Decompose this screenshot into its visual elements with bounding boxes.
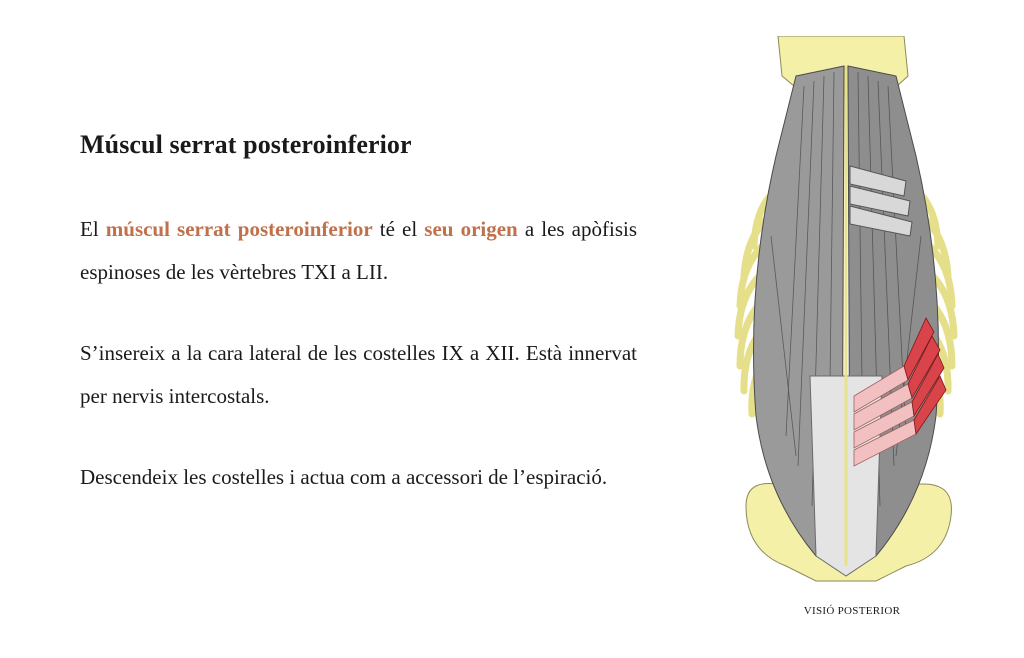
paragraph-insertion: S’insereix a la cara lateral de les costelles IX a XII. Està innervat per nervis intercostals. [80,341,637,408]
figure-caption: VISIÓ POSTERIOR [803,605,901,617]
paragraph-origin [80,208,637,294]
text-run: a les apòfisis espinoses de les vèrtebres TXI a LII. [80,217,638,284]
highlight-muscle-name: múscul serrat posteroinferior [105,217,373,241]
text-body [80,208,637,537]
text-run: té el [372,217,425,241]
text-run: El [80,217,106,241]
highlight-origin: seu origen [424,217,518,241]
paragraph-function: Descendeix les costelles i actua com a accessori de l’espiració. [80,465,608,489]
page-title: Múscul serrat posteroinferior [80,130,412,159]
anatomy-illustration [726,36,966,584]
